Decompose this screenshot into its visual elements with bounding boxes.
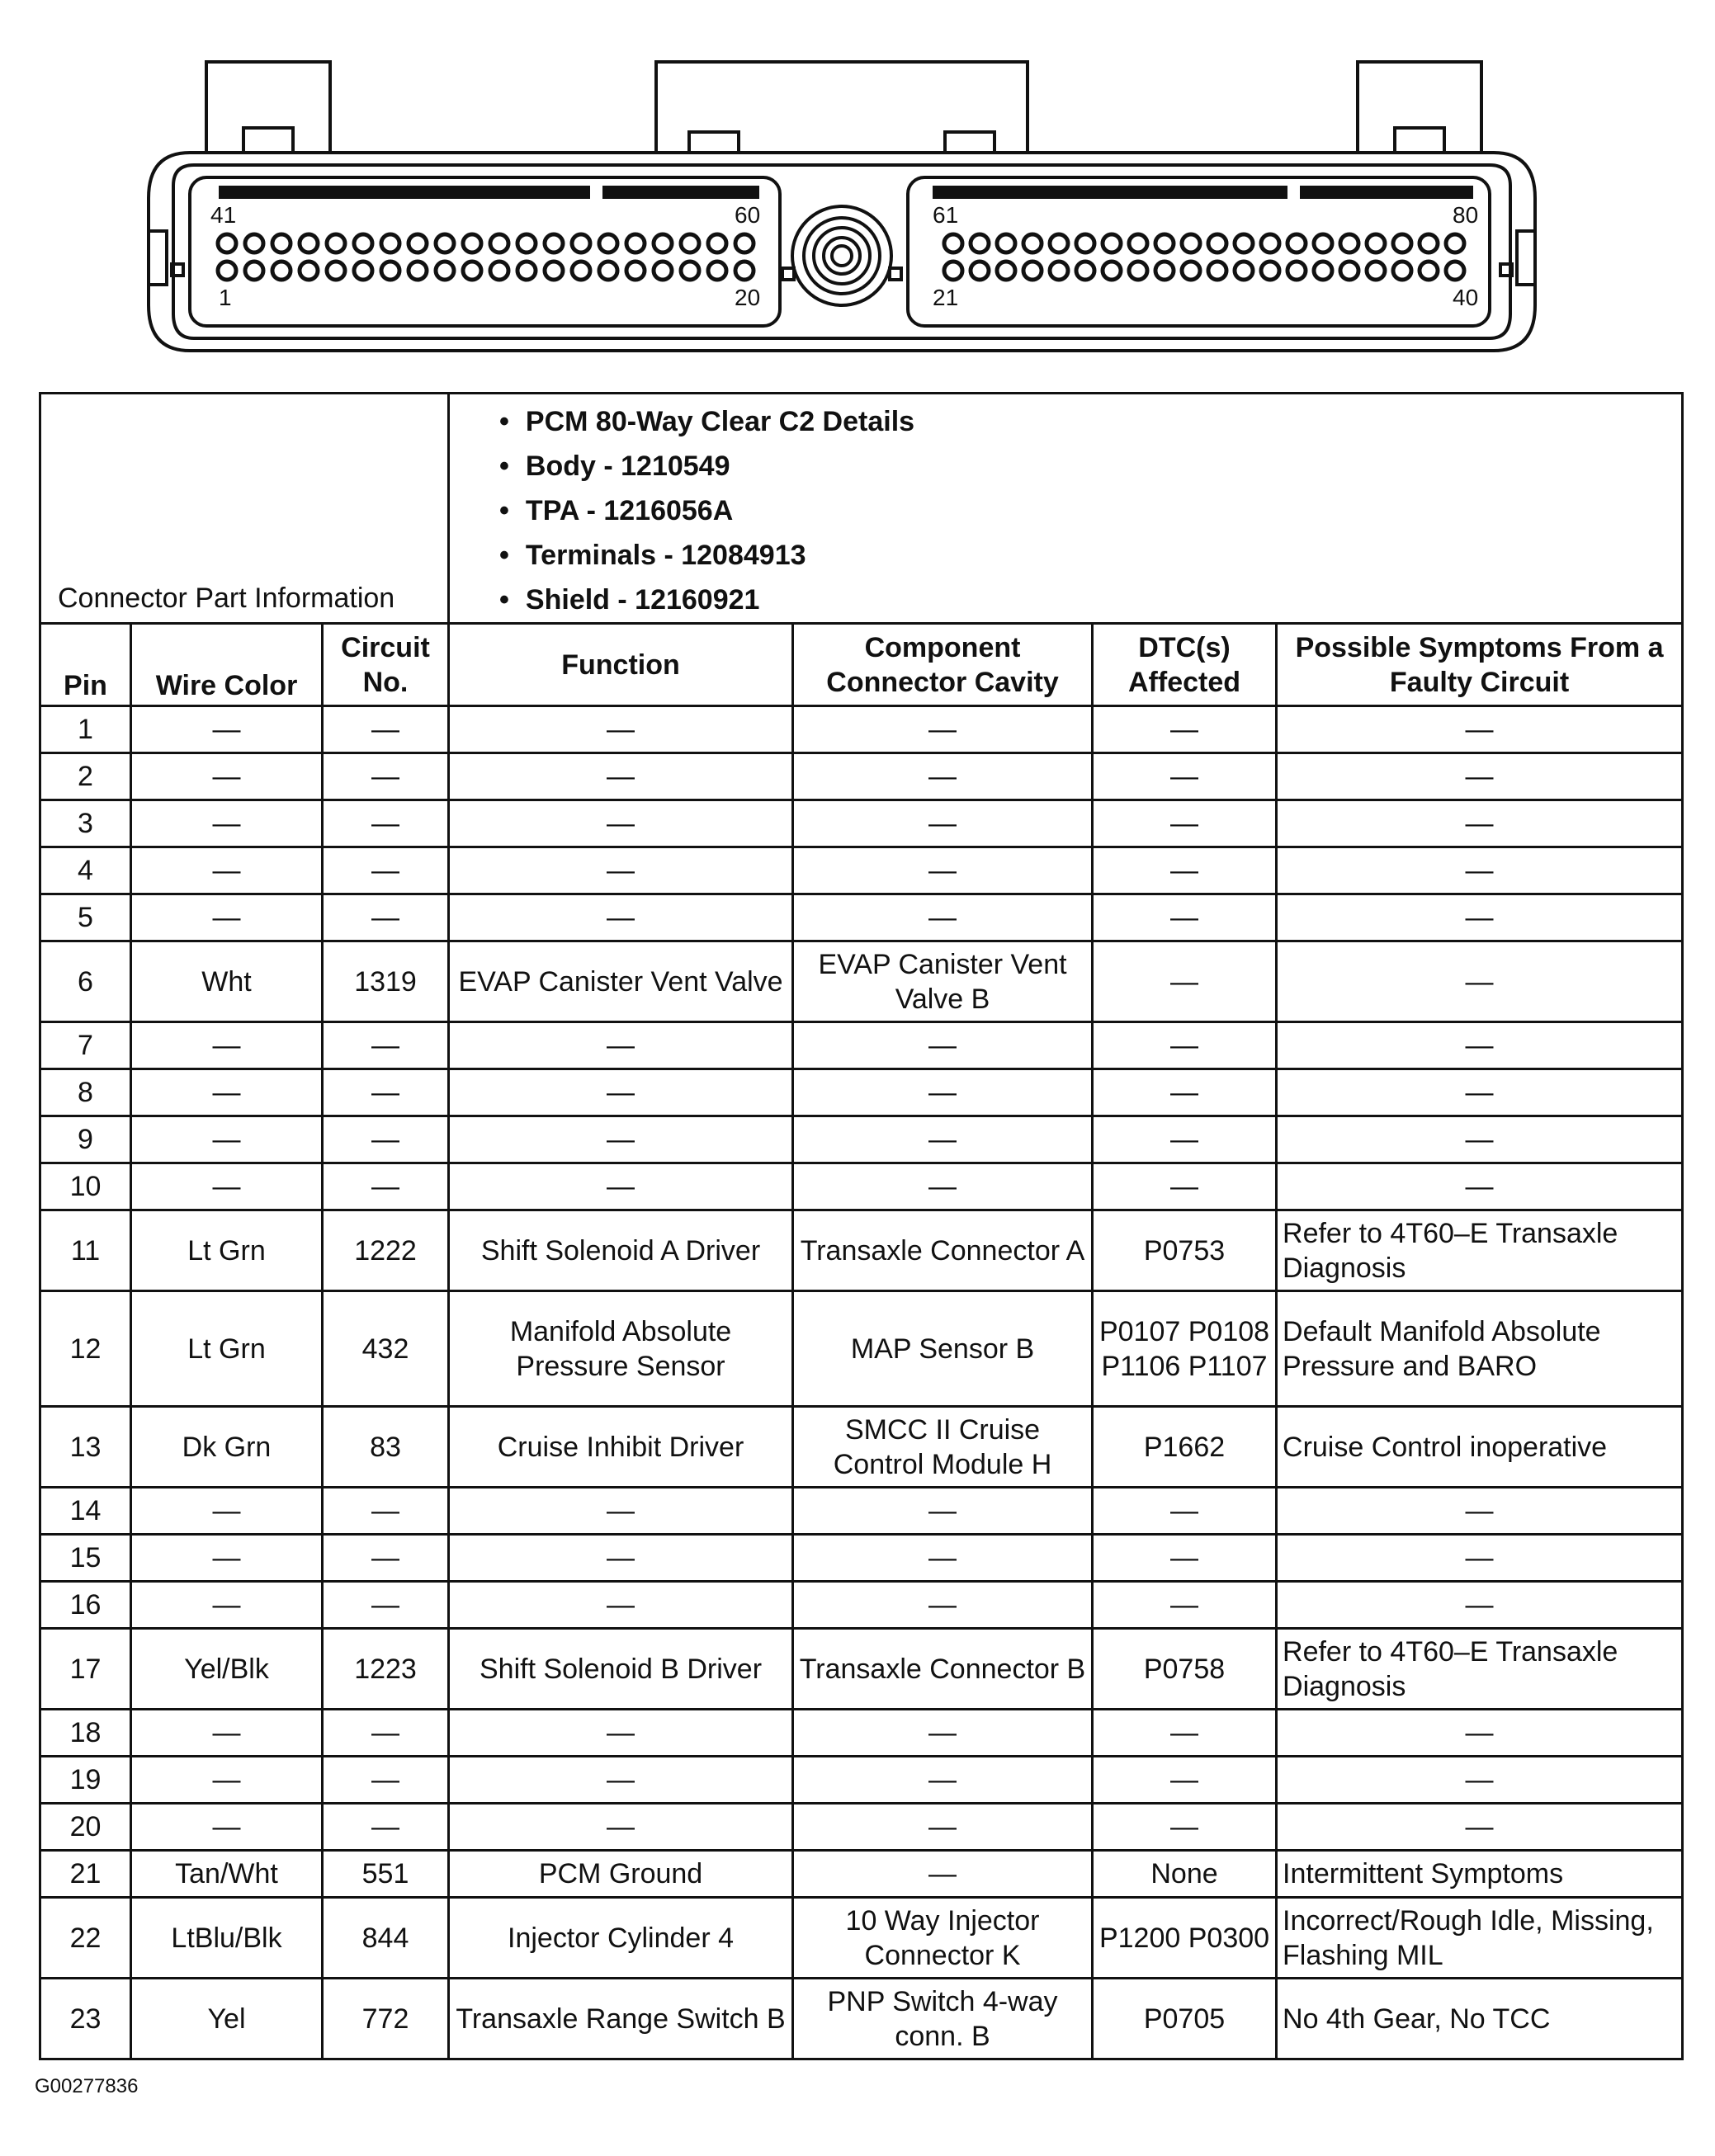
cell-symptoms: — [1277, 1116, 1683, 1163]
pin-row-1-20 [218, 262, 754, 280]
pin-hole [1367, 234, 1385, 252]
pin-hole [436, 234, 454, 252]
cell-function: — [449, 1535, 793, 1582]
cell-pin: 13 [40, 1407, 131, 1488]
pin-hole [1393, 234, 1411, 252]
cell-pin: 12 [40, 1291, 131, 1407]
cell-circuit: — [323, 1582, 449, 1629]
pin-hole [1420, 262, 1438, 280]
info-item: • TPA - 1216056A [499, 488, 1681, 533]
pin-hole [1446, 262, 1464, 280]
cell-pin: 16 [40, 1582, 131, 1629]
connector-part-info-list [449, 394, 1683, 624]
pin-hole [1129, 234, 1147, 252]
cell-component: — [793, 1163, 1093, 1210]
cell-circuit: — [323, 1804, 449, 1851]
cell-wire: — [131, 847, 323, 894]
cell-pin: 17 [40, 1629, 131, 1710]
pin-hole [654, 262, 672, 280]
cell-pin: 23 [40, 1979, 131, 2059]
cell-dtc: None [1093, 1851, 1277, 1898]
cell-function: Transaxle Range Switch B [449, 1979, 793, 2059]
pin-hole [1208, 262, 1226, 280]
pin-hole [1103, 234, 1121, 252]
cell-component: — [793, 1022, 1093, 1069]
pin-hole [1023, 234, 1042, 252]
pin-hole [1050, 262, 1068, 280]
cell-symptoms: — [1277, 1757, 1683, 1804]
cell-function: — [449, 1116, 793, 1163]
pin-hole [300, 262, 318, 280]
pin-label-60: 60 [735, 202, 761, 228]
pin-hole [971, 234, 989, 252]
cell-wire: — [131, 1488, 323, 1535]
cell-dtc: — [1093, 1163, 1277, 1210]
cell-function: Shift Solenoid A Driver [449, 1210, 793, 1291]
cell-pin: 4 [40, 847, 131, 894]
table-row [40, 1804, 1683, 1851]
cell-function: — [449, 706, 793, 753]
cell-component: — [793, 847, 1093, 894]
cell-circuit: 83 [323, 1407, 449, 1488]
cell-symptoms: — [1277, 706, 1683, 753]
pin-hole [436, 262, 454, 280]
cell-circuit: 772 [323, 1979, 449, 2059]
pin-hole [997, 234, 1015, 252]
cell-wire: — [131, 1710, 323, 1757]
cell-circuit: — [323, 1757, 449, 1804]
cell-pin: 21 [40, 1851, 131, 1898]
cell-wire: — [131, 1535, 323, 1582]
cell-component: — [793, 1116, 1093, 1163]
cell-symptoms: — [1277, 1069, 1683, 1116]
table-row [40, 941, 1683, 1022]
pin-hole [272, 262, 291, 280]
table-row [40, 1757, 1683, 1804]
cell-component: — [793, 800, 1093, 847]
cell-dtc: P0107 P0108 P1106 P1107 [1093, 1291, 1277, 1407]
cell-pin: 15 [40, 1535, 131, 1582]
cell-dtc: — [1093, 1757, 1277, 1804]
pin-row-61-80 [944, 234, 1464, 252]
pin-hole [490, 234, 508, 252]
cell-component: — [793, 706, 1093, 753]
pin-hole [1235, 262, 1253, 280]
cell-symptoms: — [1277, 1163, 1683, 1210]
pin-hole [1340, 234, 1358, 252]
cell-function: EVAP Canister Vent Valve [449, 941, 793, 1022]
header-circuit-no: Circuit No. [323, 624, 449, 706]
cell-symptoms: — [1277, 894, 1683, 941]
header-dtc: DTC(s) Affected [1093, 624, 1277, 706]
pin-hole [463, 234, 481, 252]
info-item: • Body - 1210549 [499, 444, 1681, 488]
cell-dtc: P1662 [1093, 1407, 1277, 1488]
pin-hole [245, 262, 263, 280]
pin-hole [381, 262, 399, 280]
cell-symptoms: Refer to 4T60–E Transaxle Diagnosis [1277, 1210, 1683, 1291]
header-row [40, 624, 1683, 706]
pin-hole [1367, 262, 1385, 280]
cell-dtc: — [1093, 1535, 1277, 1582]
info-item: • Shield - 12160921 [499, 578, 1681, 622]
pin-hole [572, 262, 590, 280]
cell-symptoms: Incorrect/Rough Idle, Missing, Flashing MIL [1277, 1898, 1683, 1979]
table-row [40, 706, 1683, 753]
pin-label-61: 61 [933, 202, 959, 228]
cell-symptoms: Cruise Control inoperative [1277, 1407, 1683, 1488]
pin-hole [354, 234, 372, 252]
table-row [40, 894, 1683, 941]
cell-circuit: — [323, 753, 449, 800]
pin-hole [245, 234, 263, 252]
cell-circuit: — [323, 1069, 449, 1116]
cell-pin: 19 [40, 1757, 131, 1804]
table-row [40, 1582, 1683, 1629]
pin-row-41-60 [218, 234, 754, 252]
cell-circuit: — [323, 1488, 449, 1535]
cell-pin: 2 [40, 753, 131, 800]
info-item: • PCM 80-Way Clear C2 Details [499, 399, 1681, 444]
table-row [40, 1710, 1683, 1757]
cell-pin: 5 [40, 894, 131, 941]
pin-hole [1208, 234, 1226, 252]
cell-function: — [449, 800, 793, 847]
cell-circuit: — [323, 706, 449, 753]
pin-row-21-40 [944, 262, 1464, 280]
pin-hole [517, 262, 536, 280]
pin-hole [1261, 262, 1279, 280]
cell-wire: — [131, 1757, 323, 1804]
pin-hole [1446, 234, 1464, 252]
cell-symptoms: — [1277, 941, 1683, 1022]
cell-function: Injector Cylinder 4 [449, 1898, 793, 1979]
cell-function: — [449, 1710, 793, 1757]
pin-label-40: 40 [1453, 285, 1479, 310]
pin-hole [1076, 234, 1094, 252]
cell-pin: 11 [40, 1210, 131, 1291]
cell-circuit: 551 [323, 1851, 449, 1898]
cell-wire: — [131, 706, 323, 753]
cell-wire: — [131, 1069, 323, 1116]
pin-hole [1235, 234, 1253, 252]
pin-hole [490, 262, 508, 280]
cell-circuit: 432 [323, 1291, 449, 1407]
cell-pin: 1 [40, 706, 131, 753]
cell-function: Shift Solenoid B Driver [449, 1629, 793, 1710]
cell-symptoms: Refer to 4T60–E Transaxle Diagnosis [1277, 1629, 1683, 1710]
pin-hole [626, 262, 645, 280]
pin-hole [300, 234, 318, 252]
pin-hole [381, 234, 399, 252]
table-row [40, 1022, 1683, 1069]
pin-hole [735, 234, 754, 252]
pin-hole [1340, 262, 1358, 280]
table-row [40, 1291, 1683, 1407]
cell-symptoms: No 4th Gear, No TCC [1277, 1979, 1683, 2059]
pin-hole [409, 234, 427, 252]
header-wire-color: Wire Color [131, 624, 323, 706]
connector-pinout-table [39, 392, 1684, 2060]
cell-component: EVAP Canister Vent Valve B [793, 941, 1093, 1022]
cell-symptoms: — [1277, 1582, 1683, 1629]
cell-dtc: P1200 P0300 [1093, 1898, 1277, 1979]
cell-pin: 22 [40, 1898, 131, 1979]
pin-label-41: 41 [210, 202, 237, 228]
table-row [40, 1488, 1683, 1535]
pin-hole [1287, 234, 1306, 252]
cell-circuit: 1319 [323, 941, 449, 1022]
pin-label-1: 1 [219, 285, 232, 310]
connector-diagram [140, 58, 1543, 363]
pin-hole [681, 234, 699, 252]
cell-component: MAP Sensor B [793, 1291, 1093, 1407]
pin-hole [1287, 262, 1306, 280]
pin-hole [599, 262, 617, 280]
pin-hole [681, 262, 699, 280]
cell-wire: Dk Grn [131, 1407, 323, 1488]
cell-wire: — [131, 753, 323, 800]
table-row [40, 1629, 1683, 1710]
header-symptoms: Possible Symptoms From a Faulty Circuit [1277, 624, 1683, 706]
figure-id: G00277836 [35, 2075, 139, 2097]
connector-part-info-label: Connector Part Information [40, 394, 449, 624]
cell-circuit: 844 [323, 1898, 449, 1979]
cell-dtc: — [1093, 1488, 1277, 1535]
cell-dtc: — [1093, 753, 1277, 800]
pin-hole [1155, 262, 1174, 280]
cell-dtc: — [1093, 1710, 1277, 1757]
cell-function: Cruise Inhibit Driver [449, 1407, 793, 1488]
cell-symptoms: — [1277, 753, 1683, 800]
cell-pin: 10 [40, 1163, 131, 1210]
cell-function: — [449, 1804, 793, 1851]
cell-symptoms: — [1277, 1535, 1683, 1582]
cell-dtc: — [1093, 847, 1277, 894]
cell-wire: LtBlu/Blk [131, 1898, 323, 1979]
cell-pin: 9 [40, 1116, 131, 1163]
table-row [40, 1210, 1683, 1291]
cell-function: — [449, 1022, 793, 1069]
pin-hole [463, 262, 481, 280]
pin-hole [997, 262, 1015, 280]
cell-circuit: — [323, 1710, 449, 1757]
table-row [40, 1069, 1683, 1116]
cell-circuit: — [323, 1116, 449, 1163]
cell-function: — [449, 847, 793, 894]
cell-pin: 14 [40, 1488, 131, 1535]
pin-hole [327, 262, 345, 280]
info-item: • Terminals - 12084913 [499, 533, 1681, 578]
cell-component: — [793, 1804, 1093, 1851]
cell-circuit: 1223 [323, 1629, 449, 1710]
header-function: Function [449, 624, 793, 706]
pin-hole [708, 234, 726, 252]
cell-component: — [793, 1069, 1093, 1116]
pin-hole [599, 234, 617, 252]
cell-symptoms: — [1277, 847, 1683, 894]
cell-wire: — [131, 800, 323, 847]
cell-circuit: — [323, 894, 449, 941]
cell-symptoms: Intermittent Symptoms [1277, 1851, 1683, 1898]
header-component: Component Connector Cavity [793, 624, 1093, 706]
pin-hole [971, 262, 989, 280]
cell-pin: 7 [40, 1022, 131, 1069]
cell-dtc: P0705 [1093, 1979, 1277, 2059]
cell-circuit: — [323, 800, 449, 847]
cell-circuit: — [323, 847, 449, 894]
cell-function: — [449, 1069, 793, 1116]
cell-component: 10 Way Injector Connector K [793, 1898, 1093, 1979]
pin-hole [1103, 262, 1121, 280]
cell-pin: 20 [40, 1804, 131, 1851]
table-row [40, 1163, 1683, 1210]
pin-hole [1314, 234, 1332, 252]
cell-dtc: — [1093, 941, 1277, 1022]
cell-wire: — [131, 1582, 323, 1629]
cell-component: — [793, 1535, 1093, 1582]
cell-dtc: — [1093, 1022, 1277, 1069]
cell-symptoms: — [1277, 800, 1683, 847]
pin-label-80: 80 [1453, 202, 1479, 228]
cell-pin: 18 [40, 1710, 131, 1757]
pin-hole [517, 234, 536, 252]
table-row [40, 1116, 1683, 1163]
pin-hole [572, 234, 590, 252]
table-row [40, 800, 1683, 847]
pin-hole [944, 262, 962, 280]
cell-component: Transaxle Connector A [793, 1210, 1093, 1291]
cell-function: — [449, 1163, 793, 1210]
cell-component: — [793, 1710, 1093, 1757]
cell-function: — [449, 1488, 793, 1535]
cell-wire: — [131, 1163, 323, 1210]
cell-wire: — [131, 1022, 323, 1069]
pin-hole [1261, 234, 1279, 252]
pin-hole [708, 262, 726, 280]
table-row [40, 1407, 1683, 1488]
cell-circuit: — [323, 1163, 449, 1210]
cell-function: PCM Ground [449, 1851, 793, 1898]
pin-hole [1420, 234, 1438, 252]
cell-symptoms: — [1277, 1804, 1683, 1851]
cell-pin: 6 [40, 941, 131, 1022]
cell-function: — [449, 1757, 793, 1804]
cell-function: — [449, 894, 793, 941]
cell-dtc: — [1093, 894, 1277, 941]
cell-symptoms: Default Manifold Absolute Pressure and BARO [1277, 1291, 1683, 1407]
pin-hole [626, 234, 645, 252]
table-row [40, 1979, 1683, 2059]
cell-wire: — [131, 1804, 323, 1851]
pin-label-21: 21 [933, 285, 959, 310]
cell-pin: 8 [40, 1069, 131, 1116]
cell-dtc: — [1093, 1804, 1277, 1851]
cell-component: — [793, 753, 1093, 800]
pin-hole [1182, 234, 1200, 252]
cell-function: Manifold Absolute Pressure Sensor [449, 1291, 793, 1407]
pin-hole [1155, 234, 1174, 252]
cell-dtc: — [1093, 1069, 1277, 1116]
cell-circuit: 1222 [323, 1210, 449, 1291]
table-row [40, 753, 1683, 800]
pin-hole [409, 262, 427, 280]
cell-dtc: — [1093, 706, 1277, 753]
cell-wire: Lt Grn [131, 1210, 323, 1291]
cell-component: — [793, 1851, 1093, 1898]
pin-hole [272, 234, 291, 252]
pin-hole [1129, 262, 1147, 280]
pin-hole [1393, 262, 1411, 280]
cell-dtc: P0758 [1093, 1629, 1277, 1710]
cell-dtc: P0753 [1093, 1210, 1277, 1291]
cell-wire: — [131, 1116, 323, 1163]
table-row [40, 1898, 1683, 1979]
cell-dtc: — [1093, 800, 1277, 847]
pin-hole [944, 234, 962, 252]
header-pin: Pin [40, 624, 131, 706]
cell-wire: Yel [131, 1979, 323, 2059]
cell-function: — [449, 753, 793, 800]
cell-circuit: — [323, 1535, 449, 1582]
table-row [40, 1535, 1683, 1582]
pin-hole [1050, 234, 1068, 252]
pin-hole [218, 234, 236, 252]
cell-wire: Wht [131, 941, 323, 1022]
pin-hole [735, 262, 754, 280]
cell-component: PNP Switch 4-way conn. B [793, 1979, 1093, 2059]
cell-wire: — [131, 894, 323, 941]
cell-wire: Tan/Wht [131, 1851, 323, 1898]
cell-component: — [793, 894, 1093, 941]
pin-hole [545, 262, 563, 280]
cell-component: — [793, 1757, 1093, 1804]
cell-component: — [793, 1582, 1093, 1629]
cell-symptoms: — [1277, 1488, 1683, 1535]
cell-wire: Yel/Blk [131, 1629, 323, 1710]
cell-component: — [793, 1488, 1093, 1535]
pin-hole [218, 262, 236, 280]
pin-hole [545, 234, 563, 252]
table-row [40, 847, 1683, 894]
cell-symptoms: — [1277, 1022, 1683, 1069]
pin-hole [1182, 262, 1200, 280]
pin-hole [327, 234, 345, 252]
pin-hole [1023, 262, 1042, 280]
pin-hole [1076, 262, 1094, 280]
connector-info-row [40, 394, 1683, 624]
cell-dtc: — [1093, 1582, 1277, 1629]
cell-wire: Lt Grn [131, 1291, 323, 1407]
cell-dtc: — [1093, 1116, 1277, 1163]
cell-function: — [449, 1582, 793, 1629]
cell-circuit: — [323, 1022, 449, 1069]
pin-hole [654, 234, 672, 252]
cell-component: SMCC II Cruise Control Module H [793, 1407, 1093, 1488]
cell-pin: 3 [40, 800, 131, 847]
cell-symptoms: — [1277, 1710, 1683, 1757]
pin-label-20: 20 [735, 285, 761, 310]
table-row [40, 1851, 1683, 1898]
cell-component: Transaxle Connector B [793, 1629, 1093, 1710]
pin-hole [354, 262, 372, 280]
pin-hole [1314, 262, 1332, 280]
